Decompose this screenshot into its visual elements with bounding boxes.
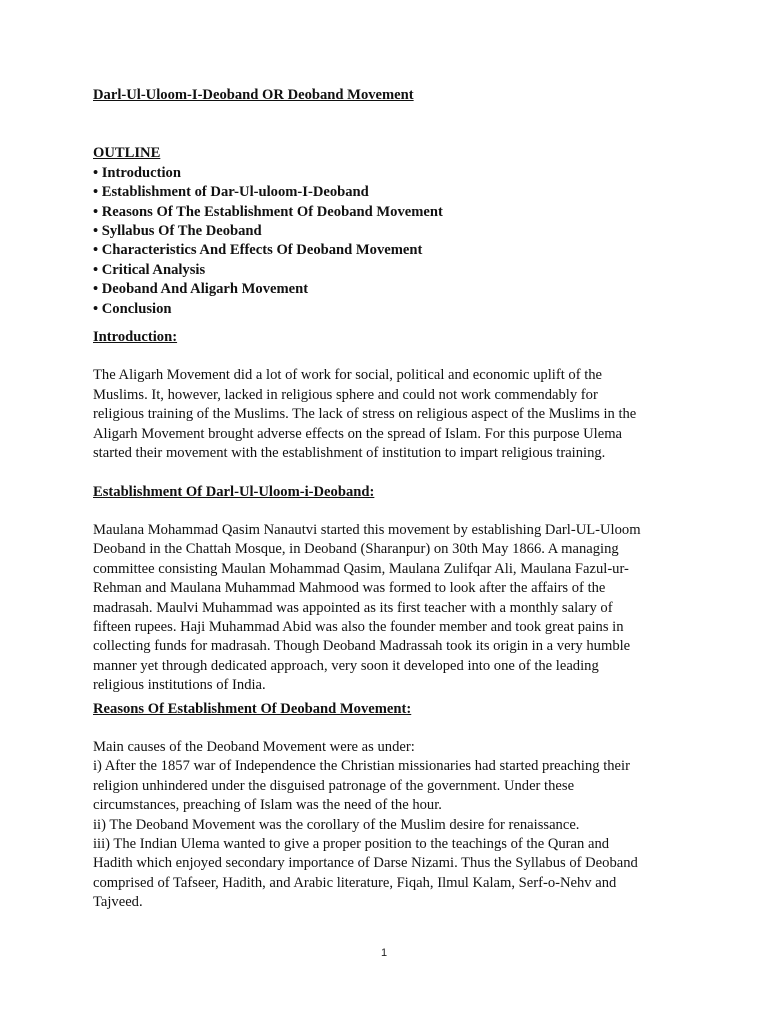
paragraph-line: i) After the 1857 war of Independence the Christian missionaries had started preaching their — [93, 758, 630, 775]
paragraph-line: madrasah. Maulvi Muhammad was appointed as its first teacher with a monthly salary of — [93, 599, 613, 616]
paragraph-line: manner yet through dedicated approach, very soon it developed into one of the leading — [93, 657, 599, 674]
introduction-heading: Introduction: — [93, 329, 178, 346]
establishment-paragraph — [93, 521, 683, 696]
outline-heading: OUTLINE — [93, 145, 161, 162]
outline-item-deoband-aligarh: • Deoband And Aligarh Movement — [93, 281, 309, 298]
paragraph-line: The Aligarh Movement did a lot of work for social, political and economic uplift of the — [93, 367, 603, 384]
outline-item-critical-analysis: • Critical Analysis — [93, 261, 206, 278]
reasons-heading: Reasons Of Establishment Of Deoband Movement: — [93, 700, 412, 717]
paragraph-line: religious institutions of India. — [93, 677, 266, 694]
outline-item-reasons: • Reasons Of The Establishment Of Deoband Movement — [93, 203, 443, 220]
document-body — [93, 86, 683, 913]
outline-item-conclusion: • Conclusion — [93, 300, 172, 317]
paragraph-line: Muslims. It, however, lacked in religious sphere and could not work commendably for — [93, 386, 598, 403]
paragraph-line: Hadith which enjoyed secondary importance of Darse Nizami. Thus the Syllabus of Deoband — [93, 855, 638, 872]
outline-list — [93, 164, 683, 319]
paragraph-line: Aligarh Movement brought adverse effects on the spread of Islam. For this purpose Ulema — [93, 425, 623, 442]
page-number: 1 — [380, 947, 388, 959]
outline-item-establishment: • Establishment of Dar-Ul-uloom-I-Deoband — [93, 184, 369, 201]
paragraph-line: religion unhindered under the disguised patronage of the government. Under these — [93, 777, 575, 794]
paragraph-line: Maulana Mohammad Qasim Nanautvi started this movement by establishing Darl-UL-Uloom — [93, 521, 641, 538]
establishment-heading: Establishment Of Darl-Ul-Uloom-i-Deoband: — [93, 483, 375, 500]
outline-item-syllabus: • Syllabus Of The Deoband — [93, 223, 262, 240]
introduction-paragraph — [93, 366, 683, 463]
outline-item-characteristics: • Characteristics And Effects Of Deoband Movement — [93, 242, 423, 259]
outline-item-introduction: • Introduction — [93, 164, 181, 181]
paragraph-line: ii) The Deoband Movement was the corollary of the Muslim desire for renaissance. — [93, 816, 580, 833]
paragraph-line: comprised of Tafseer, Hadith, and Arabic literature, Fiqah, Ilmul Kalam, Serf-o-Nehv and — [93, 874, 617, 891]
paragraph-line: Rehman and Maulana Muhammad Mahmood was formed to look after the affairs of the — [93, 580, 606, 597]
reasons-paragraph — [93, 738, 683, 913]
paragraph-line: fifteen rupees. Haji Muhammad Abid was also the founder member and took great pains in — [93, 618, 624, 635]
paragraph-line: started their movement with the establishment of institution to impart religious training. — [93, 445, 606, 462]
paragraph-line: iii) The Indian Ulema wanted to give a proper position to the teachings of the Quran and — [93, 836, 610, 852]
paragraph-line: collecting funds for madrasah. Though Deoband Madrassah took its origin in a very humble — [93, 638, 631, 655]
paragraph-line: Tajveed. — [93, 894, 143, 911]
paragraph-line: circumstances, preaching of Islam was the need of the hour. — [93, 797, 442, 814]
paragraph-line: Deoband in the Chattah Mosque, in Deoband (Sharanpur) on 30th May 1866. A managing — [93, 541, 619, 558]
paragraph-line: religious training of the Muslims. The lack of stress on religious aspect of the Muslims in the — [93, 406, 637, 423]
document-title: Darl-Ul-Uloom-I-Deoband OR Deoband Movement — [93, 87, 414, 103]
paragraph-line: committee consisting Maulan Mohammad Qasim, Maulana Zulifqar Ali, Maulana Fazul-ur- — [93, 560, 629, 577]
paragraph-line: Main causes of the Deoband Movement were as under: — [93, 738, 415, 755]
